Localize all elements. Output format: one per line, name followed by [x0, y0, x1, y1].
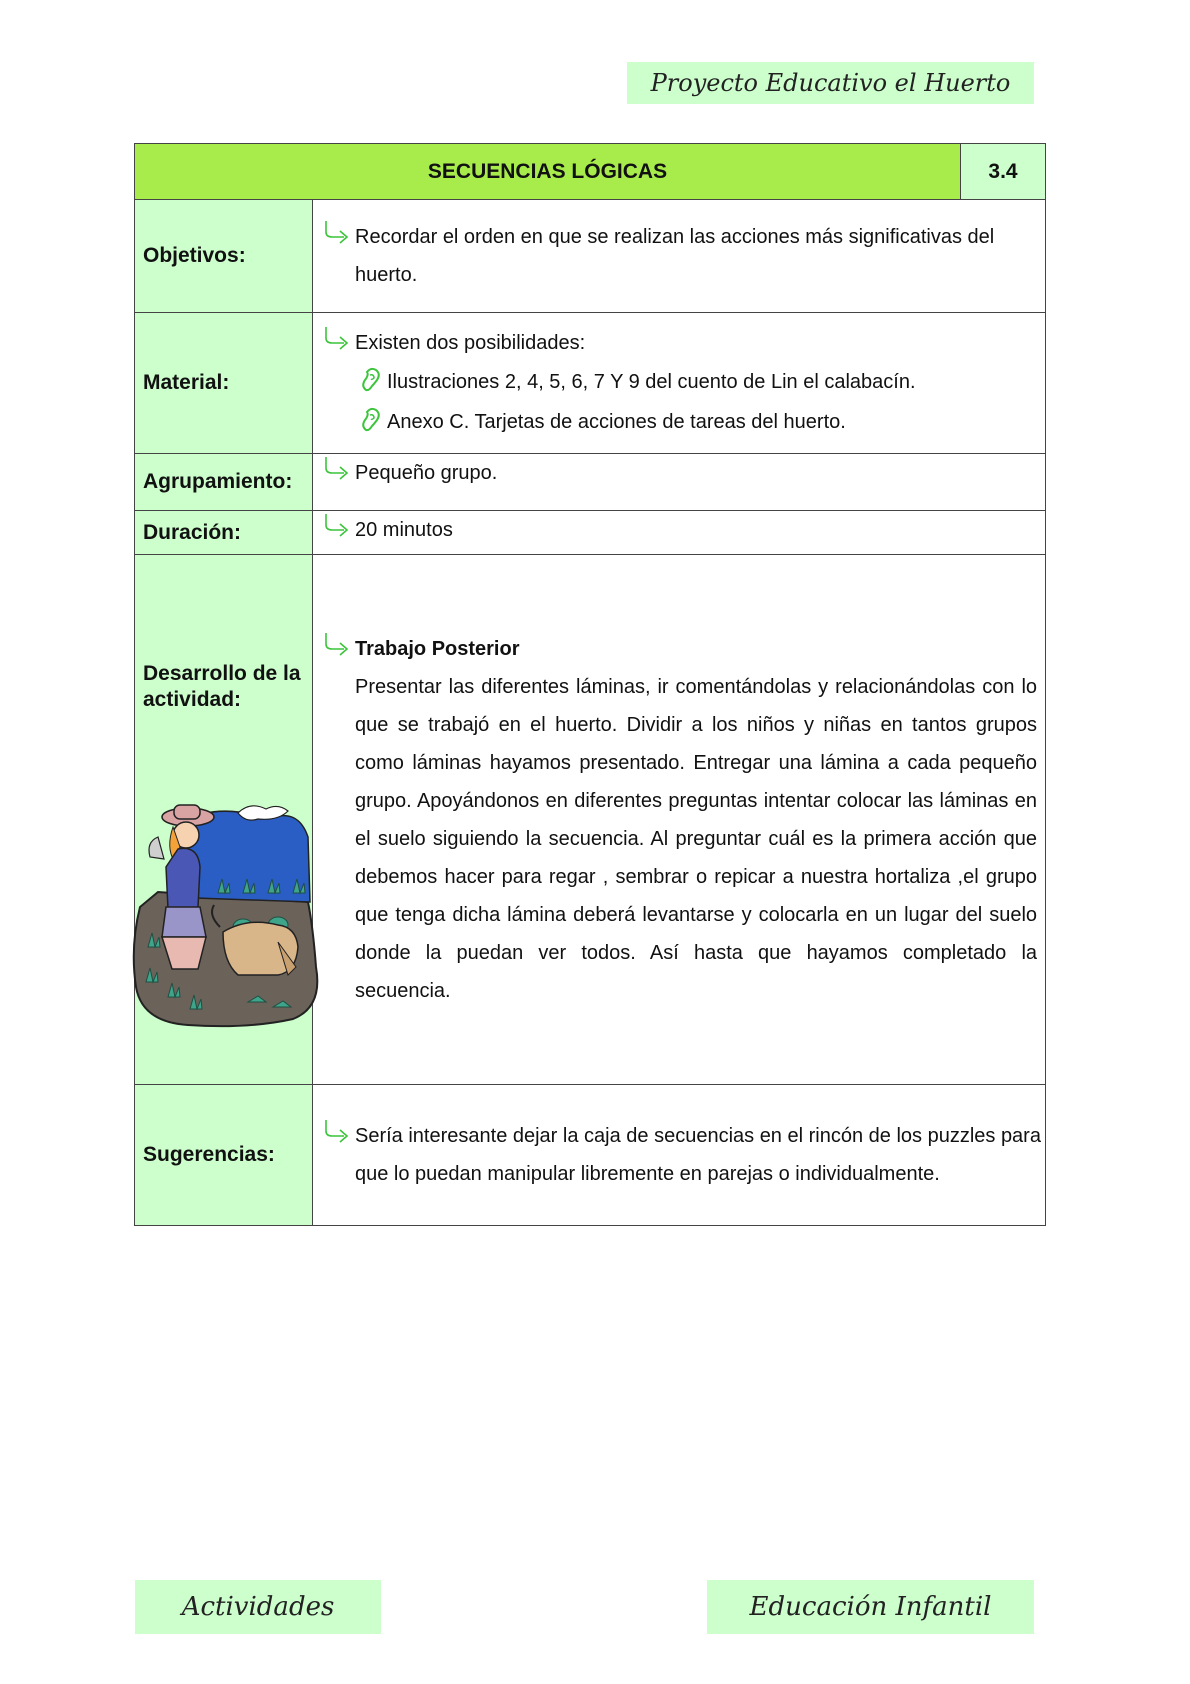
material-item-text: Anexo C. Tarjetas de acciones de tareas del huerto. [387, 411, 846, 433]
duracion-row [135, 511, 1046, 555]
card-title: SECUENCIAS LÓGICAS [135, 144, 961, 200]
sugerencias-row [135, 1085, 1046, 1226]
objetivos-label: Objetivos: [135, 200, 313, 313]
footer-education: Educación Infantil [707, 1580, 1034, 1634]
desarrollo-text: Presentar las diferentes láminas, ir comentándolas y relacionándolas con lo que se trabajó en el huerto. Dividir a los niños y niñas en tantos grupos como láminas hayamos presentado. Entregar una lámina a cada pequeño grupo. Apoyándonos en diferentes preguntas intentar colocar las láminas en el suelo siguiendo la secuencia. Al preguntar cuál es la primera acción que debemos hacer para regar , sembrar o repicar a nuestra hortaliza ,el grupo que tenga dicha lámina deberá levantarse y colocarla en un lugar del suelo donde la puedan ver todos. Así hasta que hayamos completado la secuencia. [355, 675, 1038, 1002]
material-content [313, 313, 1046, 454]
material-label: Material: [135, 313, 313, 454]
ear-bullet-icon [355, 366, 387, 394]
duracion-label: Duración: [135, 511, 313, 555]
duracion-text: 20 minutos [355, 519, 453, 541]
card-number: 3.4 [961, 144, 1046, 200]
arrow-bullet-icon [321, 511, 355, 539]
sugerencias-text: Sería interesante dejar la caja de secuencias en el rincón de los puzzles para que lo puedan manipular libremente en parejas o individualmente. [355, 1125, 1041, 1185]
arrow-bullet-icon [321, 324, 355, 352]
sugerencias-label: Sugerencias: [135, 1085, 313, 1226]
arrow-bullet-icon [321, 218, 355, 246]
project-header: Proyecto Educativo el Huerto [627, 62, 1034, 104]
agrupamiento-content [313, 454, 1046, 511]
objetivos-text: Recordar el orden en que se realizan las acciones más significativas del huerto. [355, 226, 995, 286]
arrow-bullet-icon [321, 454, 355, 482]
duracion-content [313, 511, 1046, 555]
sugerencias-bullet [321, 1117, 1045, 1193]
sugerencias-content [313, 1085, 1046, 1226]
arrow-bullet-icon [321, 1117, 355, 1145]
desarrollo-subtitle: Trabajo Posterior [355, 637, 520, 660]
agrupamiento-text: Pequeño grupo. [355, 462, 498, 484]
material-row [135, 313, 1046, 454]
desarrollo-label: Desarrollo de la actividad: [135, 555, 313, 1085]
agrupamiento-row [135, 454, 1046, 511]
desarrollo-bullet [321, 630, 1045, 1010]
objetivos-bullet [321, 218, 1045, 294]
footer-activities: Actividades [135, 1580, 381, 1634]
desarrollo-content [313, 555, 1046, 1085]
material-intro: Existen dos posibilidades: [355, 332, 586, 354]
arrow-bullet-icon [321, 630, 355, 658]
objetivos-row [135, 200, 1046, 313]
material-bullet [321, 324, 1045, 362]
material-item-text: Ilustraciones 2, 4, 5, 6, 7 Y 9 del cuento de Lin el calabacín. [387, 371, 916, 393]
agrupamiento-label: Agrupamiento: [135, 454, 313, 511]
desarrollo-body [355, 630, 1045, 1010]
material-item [355, 362, 1045, 402]
activity-card [134, 143, 1046, 1226]
agrupamiento-bullet [321, 454, 1045, 492]
material-item [355, 402, 1045, 442]
ear-bullet-icon [355, 406, 387, 434]
duracion-bullet [321, 511, 1045, 549]
gardening-illustration [128, 797, 323, 1029]
objetivos-content [313, 200, 1046, 313]
card-title-row [135, 144, 1046, 200]
